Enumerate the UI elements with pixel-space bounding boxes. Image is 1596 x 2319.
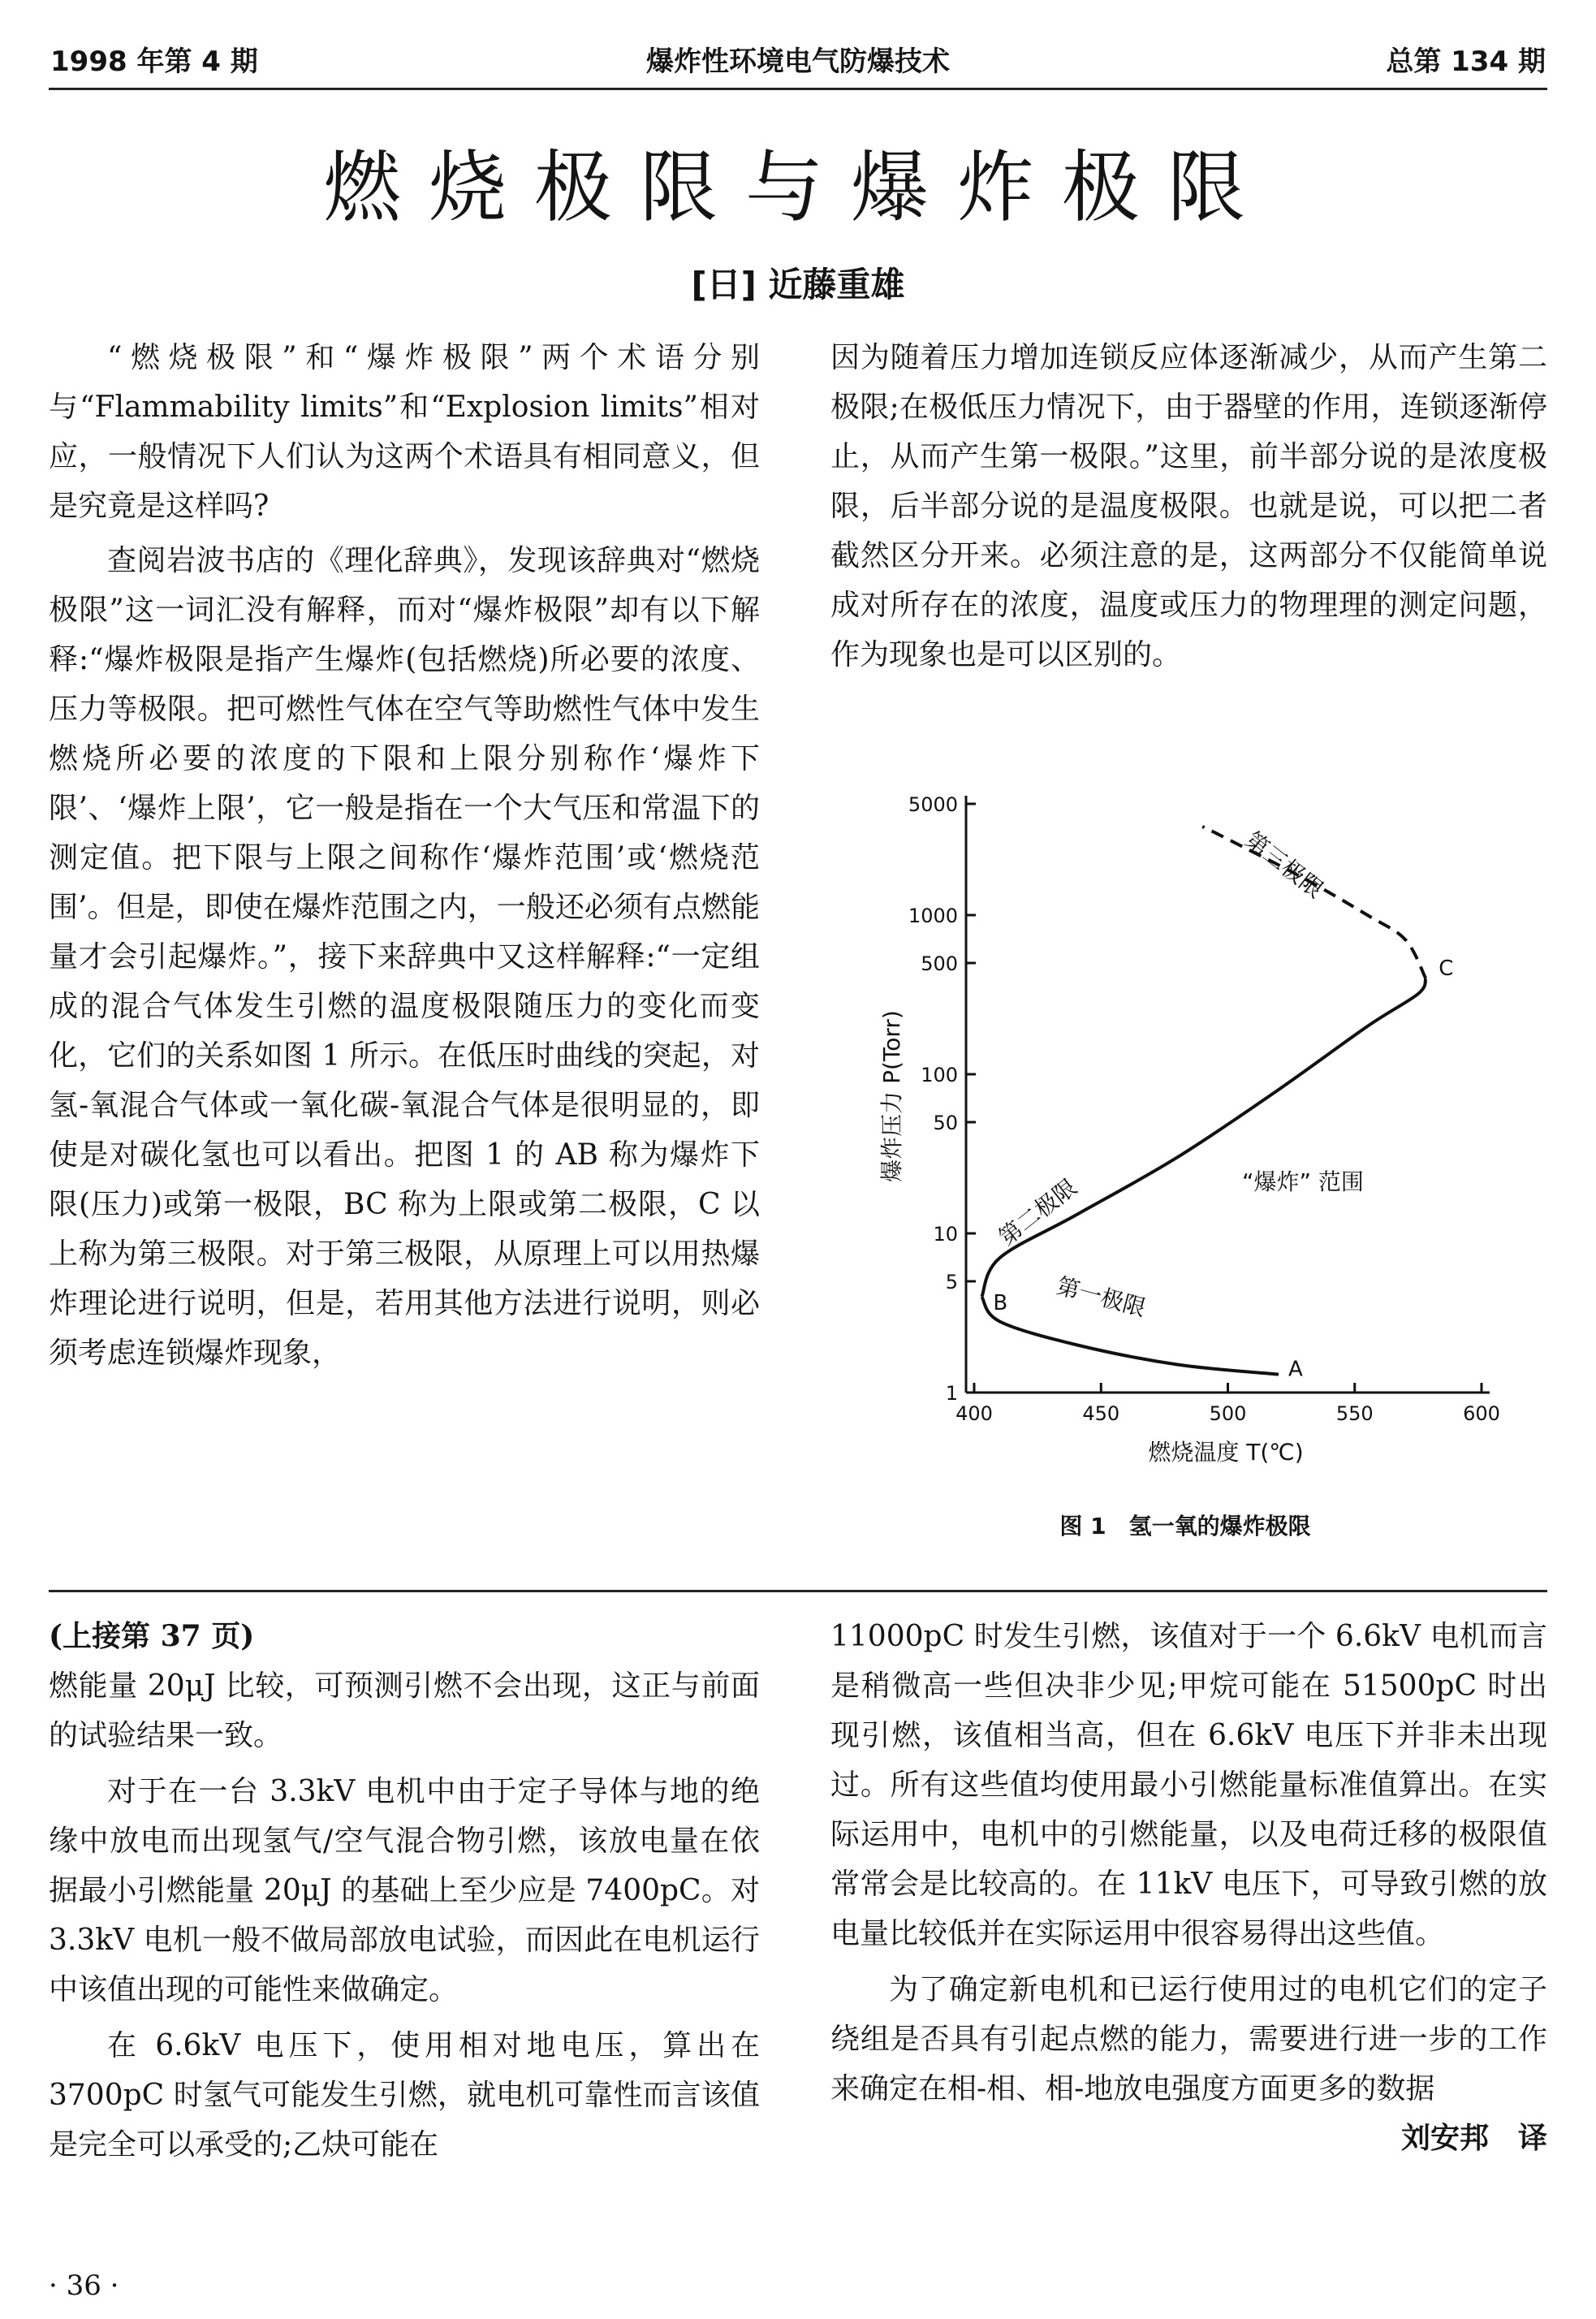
y-tick-label: 500	[921, 952, 958, 976]
x-axis-label: 燃烧温度 T(℃)	[1148, 1439, 1304, 1466]
left-column	[49, 333, 760, 1378]
header-issue: 1998 年第 4 期	[50, 45, 258, 78]
continuation-left-column	[49, 1612, 760, 2170]
header-rule	[49, 88, 1547, 90]
article-author: [日] 近藤重雄	[691, 265, 905, 304]
x-tick-label: 450	[1082, 1402, 1120, 1425]
curve-label-second: 第二极限	[993, 1173, 1082, 1251]
section-divider	[49, 1590, 1547, 1592]
x-tick-label: 500	[1209, 1402, 1247, 1425]
paragraph: “燃烧极限”和“爆炸极限”两个术语分别与“Flammability limits”和“Explosion limits”相对应，一般情况下人们认为这两个术语具有相同意义，但是究竟是这样吗?	[49, 341, 760, 523]
y-axis-label: 爆炸压力 P(Torr)	[878, 1010, 905, 1182]
x-tick-label: 400	[955, 1402, 993, 1425]
y-tick-label: 5000	[908, 793, 958, 816]
paragraph: 11000pC 时发生引燃，该值对于一个 6.6kV 电机而言是稍微高一些但决非少见;甲烷可能在 51500pC 时出现引燃，该值相当高，但在 6.6kV 电压下并非未出现过。所有这些值均使用最小引燃能量标准值算出。在实际运用中，电机中的引燃能量，以及电荷迁移的极限值常常会是比较高的。在 11kV 电压下，可导致引燃的放电量比较低并在实际运用中很容易得出这些值。	[830, 1620, 1547, 1950]
third-limit-curve	[1202, 827, 1426, 978]
chart-axes	[966, 796, 1490, 1393]
explosion-limit-chart	[861, 779, 1510, 1478]
article-title: 燃烧极限与爆炸极限	[323, 142, 1273, 233]
right-column	[830, 333, 1547, 680]
continuation-header: (上接第 37 页)	[49, 1619, 255, 1653]
x-tick-label: 600	[1463, 1402, 1500, 1425]
y-tick-label: 10	[933, 1222, 958, 1246]
figure-caption: 图 1 氢一氧的爆炸极限	[1059, 1513, 1311, 1540]
header-total-issue: 总第 134 期	[1386, 45, 1546, 78]
y-tick-label: 5	[945, 1271, 958, 1294]
point-label-b: B	[993, 1290, 1008, 1315]
translator-signature: 刘安邦 译	[1400, 2121, 1547, 2155]
paragraph: 因为随着压力增加连锁反应体逐渐减少，从而产生第二极限;在极低压力情况下，由于器壁的作用，连锁逐渐停止，从而产生第一极限。”这里，前半部分说的是浓度极限，后半部分说的是温度极限。也就是说，可以把二者截然区分开来。必须注意的是，这两部分不仅能简单说成对所存在的浓度，温度或压力的物理理的测定问题，作为现象也是可以区别的。	[830, 341, 1547, 672]
paragraph-text: 为了确定新电机和已运行使用过的电机它们的定子绕组是否具有引起点燃的能力，需要进行进一步的工作来确定在相-相、相-地放电强度方面更多的数据	[830, 1973, 1547, 2105]
x-tick-label: 550	[1335, 1402, 1374, 1425]
y-tick-label: 50	[933, 1112, 958, 1135]
curve-label-third: 第三极限	[1240, 826, 1329, 904]
y-tick-label: 100	[921, 1063, 958, 1086]
explosion-region-label: “爆炸” 范围	[1242, 1168, 1364, 1195]
header-journal: 爆炸性环境电气防爆技术	[646, 45, 950, 78]
y-tick-label: 1	[945, 1382, 958, 1405]
continuation-right-column	[830, 1612, 1547, 2163]
paragraph: 对于在一台 3.3kV 电机中由于定子导体与地的绝缘中放电而出现氢气/空气混合物引燃，该放电量在依据最小引燃能量 20μJ 的基础上至少应是 7400pC。对 3.3kV 电机一般不做局部放电试验，而因此在电机运行中该值出现的可能性来做确定。	[49, 1775, 760, 2006]
page-number: · 36 ·	[49, 2269, 119, 2302]
point-label-a: A	[1288, 1357, 1303, 1382]
y-tick-label: 1000	[908, 904, 958, 927]
paragraph: 在 6.6kV 电压下，使用相对地电压，算出在 3700pC 时氢气可能发生引燃，就电机可靠性而言该值是完全可以承受的;乙炔可能在	[49, 2029, 760, 2161]
point-label-c: C	[1439, 956, 1454, 981]
paragraph: 查阅岩波书店的《理化辞典》，发现该辞典对“燃烧极限”这一词汇没有解释，而对“爆炸极限”却有以下解释:“爆炸极限是指产生爆炸(包括燃烧)所必要的浓度、压力等极限。把可燃性气体在空气等助燃性气体中发生燃烧所必要的浓度的下限和上限分别称作‘爆炸下限’、‘爆炸上限’，它一般是指在一个大气压和常温下的测定值。把下限与上限之间称作‘爆炸范围’或‘燃烧范围’。但是，即使在爆炸范围之内，一般还必须有点燃能量才会引起爆炸。”，接下来辞典中又这样解释:“一定组成的混合气体发生引燃的温度极限随压力的变化而变化，它们的关系如图 1 所示。在低压时曲线的突起，对氢-氧混合气体或一氧化碳-氧混合气体是很明显的，即使是对碳化氢也可以看出。把图 1 的 AB 称为爆炸下限(压力)或第一极限，BC 称为上限或第二极限，C 以上称为第三极限。对于第三极限，从原理上可以用热爆炸理论进行说明，但是，若用其他方法进行说明，则必须考虑连锁爆炸现象，	[49, 544, 760, 1370]
curve-label-first: 第一极限	[1054, 1272, 1149, 1322]
paragraph	[830, 1965, 1547, 2155]
paragraph: 燃能量 20μJ 比较，可预测引燃不会出现，这正与前面的试验结果一致。	[49, 1669, 760, 1752]
second-limit-curve	[981, 978, 1426, 1297]
